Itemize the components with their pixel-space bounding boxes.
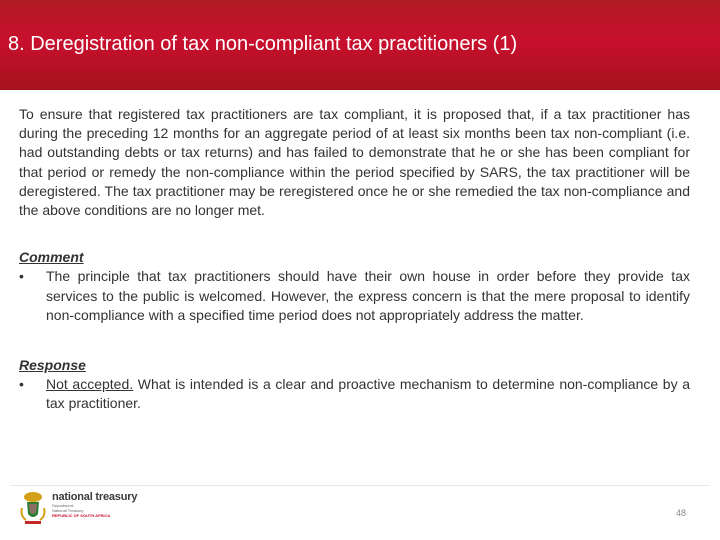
logo-republic: REPUBLIC OF SOUTH AFRICA (52, 513, 111, 518)
intro-paragraph: To ensure that registered tax practitioners are tax compliant, it is proposed that, if a tax practitioner has during the preceding 12 months for an aggregate period of at least six months been tax non-compliant (i.e. had outstanding debts or tax returns) and has failed to demonstrate that he or she has been compliant for that period or remedy the non-compliance within the period specified by SARS, the tax practitioner will be deregistered. The tax practitioner may be reregistered once he or she remedied the tax non-compliance and the above conditions are no longer met. (19, 106, 690, 219)
national-treasury-logo (52, 491, 137, 518)
comment-text: The principle that tax practitioners should have their own house in order before they provide tax services to the public is welcomed. However, the express concern is that the mere proposal to identify non-compliance with a specified time period does not appropriately address the matter. (46, 268, 690, 323)
slide-body (19, 105, 690, 414)
page-number: 48 (676, 508, 687, 518)
logo-title: national treasury (52, 491, 138, 503)
response-text: What is intended is a clear and proactive mechanism to determine non-compliance by a tax practitioner. (46, 376, 691, 412)
response-text-block (46, 375, 690, 413)
response-heading: Response (19, 357, 86, 374)
response-verdict: Not accepted. (46, 376, 134, 393)
bullet-marker: • (19, 268, 24, 285)
comment-heading: Comment (19, 249, 84, 266)
logo-department: Department: (52, 503, 75, 508)
footer-divider (10, 485, 710, 486)
bullet-marker: • (19, 376, 24, 393)
logo-treasury: National Treasury (52, 508, 84, 513)
response-bullet-item (19, 375, 690, 413)
slide-title: 8. Deregistration of tax non-compliant tax practitioners (1) (8, 33, 518, 55)
coat-of-arms-icon (18, 490, 48, 526)
slide-header (0, 0, 720, 90)
comment-bullet-item (19, 267, 690, 325)
